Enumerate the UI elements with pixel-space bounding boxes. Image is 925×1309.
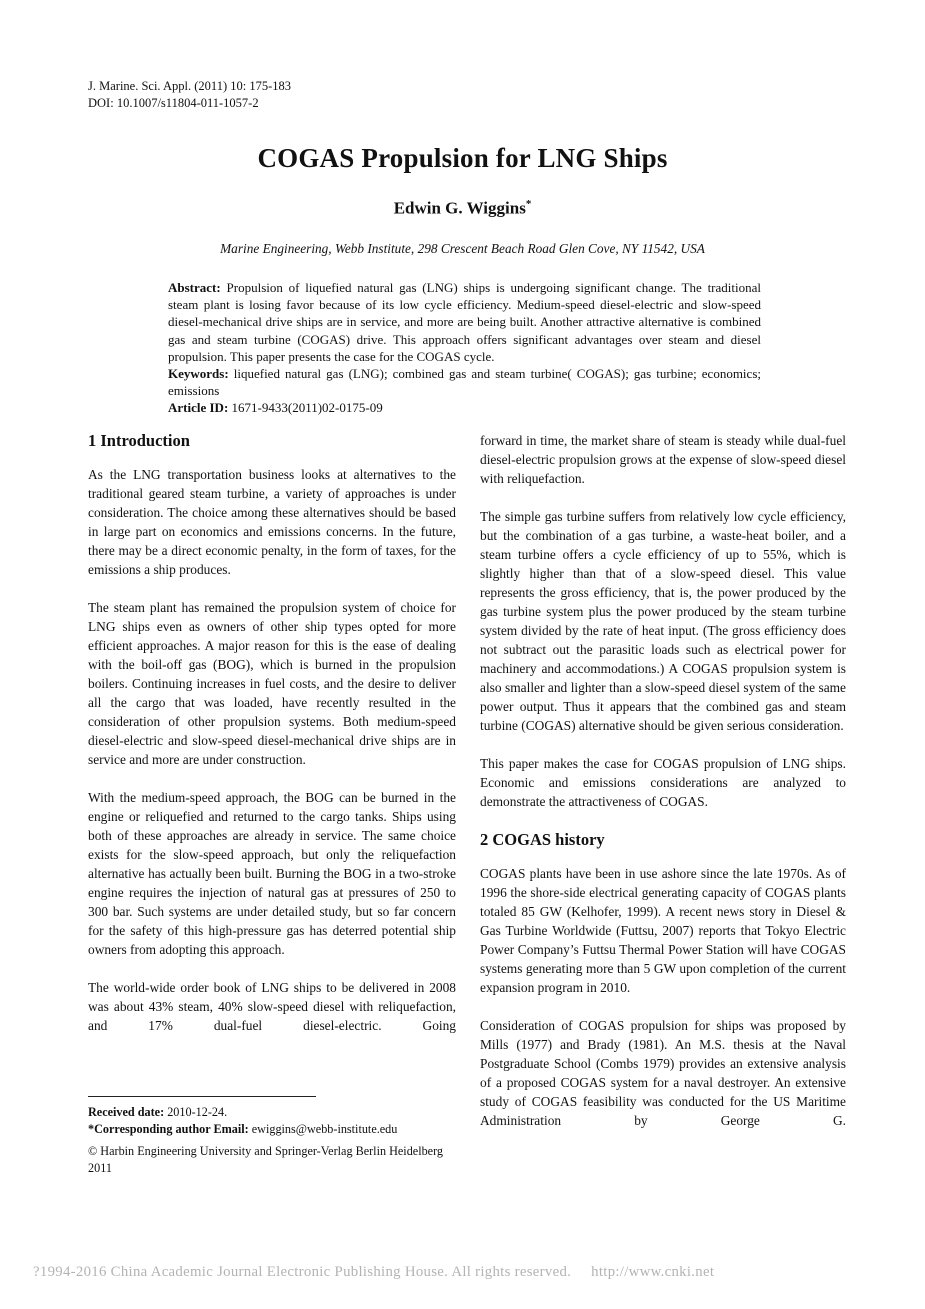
author-asterisk: * xyxy=(525,198,532,210)
doi-line: DOI: 10.1007/s11804-011-1057-2 xyxy=(88,96,259,110)
received-date-value: 2010-12-24. xyxy=(164,1105,228,1119)
paragraph: COGAS plants have been in use ashore since the late 1970s. As of 1996 the shore-side electrical generating capacity of COGAS plants totaled 85 GW (Kelhofer, 1999). A recent news story in Diesel & Gas Turbine Worldwide (Futtsu, 2007) reports that Tokyo Electric Power Company’s Futtsu Thermal Power Station will have COGAS systems generating more than 5 GW upon completion of the current expansion program in 2010. xyxy=(480,866,846,995)
footnote-rule xyxy=(88,1096,316,1097)
paragraph: As the LNG transportation business looks at alternatives to the traditional geared steam turbine, a variety of approaches is under consideration. The choice among these alternatives should be based in large part on economics and emissions concerns. In the future, there may be a direct economic penalty, in the form of taxes, for the emissions a ship produces. xyxy=(88,467,456,577)
paragraph: Consideration of COGAS propulsion for ships was proposed by Mills (1977) and Brady (1981). An M.S. thesis at the Naval Postgraduate School (Combs 1979) provides an extensive analysis of a proposed COGAS system for a naval destroyer. An extensive study of COGAS feasibility was conducted for the US Maritime Administration by George G. xyxy=(480,1018,846,1128)
footnote-block xyxy=(88,1096,456,1176)
article-id-label: Article ID: xyxy=(168,400,229,416)
paragraph: This paper makes the case for COGAS propulsion of LNG ships. Economic and emissions considerations are analyzed to demonstrate the attractiveness of COGAS. xyxy=(480,756,846,809)
paragraph: The world-wide order book of LNG ships to be delivered in 2008 was about 43% steam, 40% slow-speed diesel with reliquefaction, and 17% dual-fuel diesel-electric. Going xyxy=(88,980,456,1033)
watermark-text: ?1994-2016 China Academic Journal Electronic Publishing House. All rights reserved. xyxy=(33,1264,572,1280)
abstract-text: Propulsion of liquefied natural gas (LNG) ships is undergoing significant change. The traditional steam plant is losing favor because of its low cycle efficiency. Medium-speed diesel-electric and slow-speed diesel-mechanical drive ships are in service, and more are being built. Another attractive alternative is combined gas and steam turbine (COGAS) drive. This approach offers significant advantages over steam and diesel propulsion. This paper presents the case for the COGAS cycle. xyxy=(168,280,761,364)
corresponding-author-line xyxy=(88,1121,456,1138)
abstract-label: Abstract: xyxy=(168,280,221,295)
abstract-block xyxy=(168,279,761,417)
keywords-line xyxy=(168,365,761,399)
corresponding-author-label: *Corresponding author Email: xyxy=(88,1121,249,1136)
received-date-label: Received date: xyxy=(88,1105,165,1119)
paragraph: With the medium-speed approach, the BOG can be burned in the engine or reliquefied and returned to the cargo tanks. Ships using both of these approaches are already in service. The same choice exists for the slow-speed approach, but only the reliquefaction alternative has actually been built. Burning the BOG in a two-stroke engine requires the injection of natural gas at pressures of 250 to 300 bar. Such systems are under detailed study, but so far concern for the safety of this high-pressure gas has deterred potential ship owners from adopting this approach. xyxy=(88,790,456,957)
article-id-text: 1671-9433(2011)02-0175-09 xyxy=(228,400,383,416)
paragraph: The simple gas turbine suffers from relatively low cycle efficiency, but the combination of a gas turbine, a waste-heat boiler, and a steam turbine offers a cycle efficiency of up to 55%, which is slightly higher than that of a slow-speed diesel. This value represents the gross efficiency, that is, the power produced by the gas turbine system plus the power produced by the steam turbine system divided by the rate of heat input. (The gross efficiency does not subtract out the parasitic loads such as electrical power for machinery and accommodations.) A COGAS propulsion system is also smaller and lighter than a slow-speed diesel system of the same power output. Thus it appears that the combined gas and steam turbine (COGAS) alternative should be given serious consideration. xyxy=(480,509,846,733)
section-heading-cogas-history: 2 COGAS history xyxy=(480,830,605,849)
page-title: COGAS Propulsion for LNG Ships xyxy=(257,143,668,173)
abstract-paragraph xyxy=(168,279,761,365)
received-date-line xyxy=(88,1104,456,1121)
section-heading-introduction: 1 Introduction xyxy=(88,431,190,450)
journal-header xyxy=(88,78,291,112)
keywords-label: Keywords: xyxy=(168,366,229,382)
paragraph: The steam plant has remained the propulsion system of choice for LNG ships even as owners of other ship types opted for more efficient approaches. A major reason for this is the ease of dealing with the boil-off gas (BOG), which is burned in the propulsion boilers. Continuing increases in fuel costs, and the desire to deliver all the cargo that was loaded, have recently resulted in the consideration of other propulsion systems. Both medium-speed diesel-electric and slow-speed diesel-mechanical drive ships are in service and more are under construction. xyxy=(88,600,456,767)
left-column xyxy=(88,431,456,1054)
article-id-line xyxy=(168,399,761,416)
affiliation: Marine Engineering, Webb Institute, 298 Crescent Beach Road Glen Cove, NY 11542, USA xyxy=(220,241,705,256)
journal-reference: J. Marine. Sci. Appl. (2011) 10: 175-183 xyxy=(88,79,291,93)
author-name: Edwin G. Wiggins xyxy=(393,198,526,218)
watermark-url: http://www.cnki.net xyxy=(591,1264,715,1280)
keywords-text: liquefied natural gas (LNG); combined gas and steam turbine( COGAS); gas turbine; economics; emissions xyxy=(168,366,761,399)
paragraph: forward in time, the market share of steam is steady while dual-fuel diesel-electric propulsion grows at the expense of slow-speed diesel with reliquefaction. xyxy=(480,433,846,486)
copyright-line: © Harbin Engineering University and Springer-Verlag Berlin Heidelberg 2011 xyxy=(88,1144,444,1175)
corresponding-author-email: ewiggins@webb-institute.edu xyxy=(248,1121,398,1136)
right-column xyxy=(480,431,846,1149)
cnki-watermark-footer xyxy=(33,1264,913,1281)
author-line xyxy=(0,198,925,219)
